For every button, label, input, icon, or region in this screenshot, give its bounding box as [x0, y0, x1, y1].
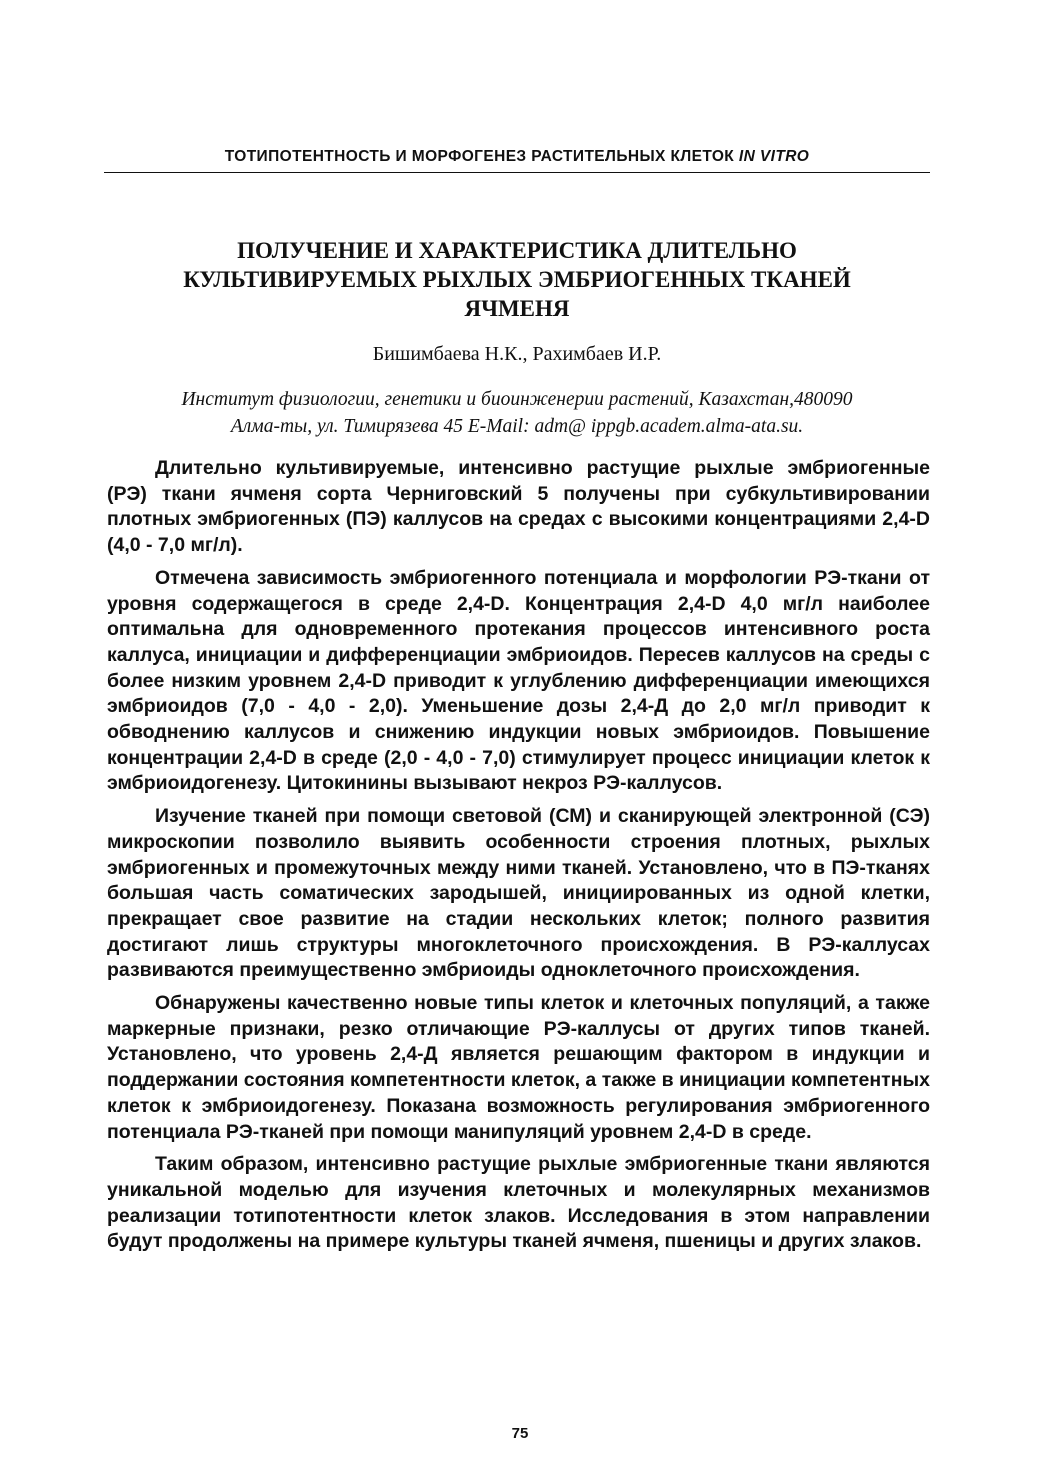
title-line: КУЛЬТИВИРУЕМЫХ РЫХЛЫХ ЭМБРИОГЕННЫХ ТКАНЕЙ	[183, 267, 851, 292]
affiliation-line: Институт физиологии, генетики и биоинженерии растений, Казахстан,480090	[181, 389, 853, 410]
paragraph: Отмечена зависимость эмбриогенного потенциала и морфологии РЭ-ткани от уровня содержащегося в среде 2,4-D. Концентрация 2,4-D 4,0 мг/л наиболее оптимальна для одновременного протекания процессов интенсивного роста каллуса, инициации и дифференциации эмбриоидов. Пересев каллусов на среды с более низким уровнем 2,4-D приводит к углублению дифференциации имеющихся эмбриоидов (7,0 - 4,0 - 2,0). Уменьшение дозы 2,4-Д до 2,0 мг/л приводит к обводнению каллусов и снижению индукции новых эмбриоидов. Повышение концентрации 2,4-D в среде (2,0 - 4,0 - 7,0) стимулирует процесс инициации клеток к эмбриоидогенезу. Цитокинины вызывают некроз РЭ-каллусов.	[107, 566, 930, 795]
affiliation-line: Алма-ты, ул. Тимирязева 45 E-Mail: adm@ ippgb.academ.alma-ata.su.	[230, 416, 804, 437]
paragraph: Обнаружены качественно новые типы клеток и клеточных популяций, а также маркерные признаки, резко отличающие РЭ-каллусы от других типов тканей. Установлено, что уровень 2,4-Д является решающим фактором в индукции и поддержании состояния компетентности клеток, а также в инициации компетентных клеток к эмбриоидогенезу. Показана возможность регулирования эмбриогенного потенциала РЭ-тканей при помощи манипуляций уровнем 2,4-D в среде.	[107, 992, 930, 1143]
paragraph: Длительно культивируемые, интенсивно растущие рыхлые эмбриогенные (РЭ) ткани ячменя сорта Черниговский 5 получены при субкультивировании плотных эмбриогенных (ПЭ) каллусов на средах с высокими концентрациями 2,4-D (4,0 - 7,0 мг/л).	[107, 457, 930, 557]
abstract-body	[107, 456, 930, 1262]
paragraph: Таким образом, интенсивно растущие рыхлые эмбриогенные ткани являются уникальной моделью для изучения клеточных и молекулярных механизмов реализации тотипотентности клеток злаков. Исследования в этом направлении будут продолжены на примере культуры тканей ячменя, пшеницы и других злаков.	[107, 1153, 930, 1253]
running-header	[104, 148, 930, 166]
header-rule	[104, 172, 930, 173]
title-line: ПОЛУЧЕНИЕ И ХАРАКТЕРИСТИКА ДЛИТЕЛЬНО	[237, 238, 797, 263]
affiliation	[104, 386, 930, 440]
page-number: 75	[511, 1425, 529, 1442]
running-header-italic: IN VITRO	[738, 148, 810, 165]
authors: Бишимбаева Н.К., Рахимбаев И.Р.	[372, 343, 662, 365]
running-header-text: ТОТИПОТЕНТНОСТЬ И МОРФОГЕНЕЗ РАСТИТЕЛЬНЫХ КЛЕТОК	[224, 148, 735, 165]
paragraph: Изучение тканей при помощи световой (СМ) и сканирующей электронной (СЭ) микроскопии позволило выявить особенности строения плотных, рыхлых эмбриогенных и промежуточных между ними тканей. Установлено, что в ПЭ-тканях большая часть соматических зародышей, инициированных из одной клетки, прекращает свое развитие на стадии нескольких клеток; полного развития достигают лишь структуры многоклеточного происхождения. В РЭ-каллусах развиваются преимущественно эмбриоиды одноклеточного происхождения.	[107, 805, 930, 982]
title-line: ЯЧМЕНЯ	[464, 296, 570, 321]
article-title	[104, 236, 930, 323]
